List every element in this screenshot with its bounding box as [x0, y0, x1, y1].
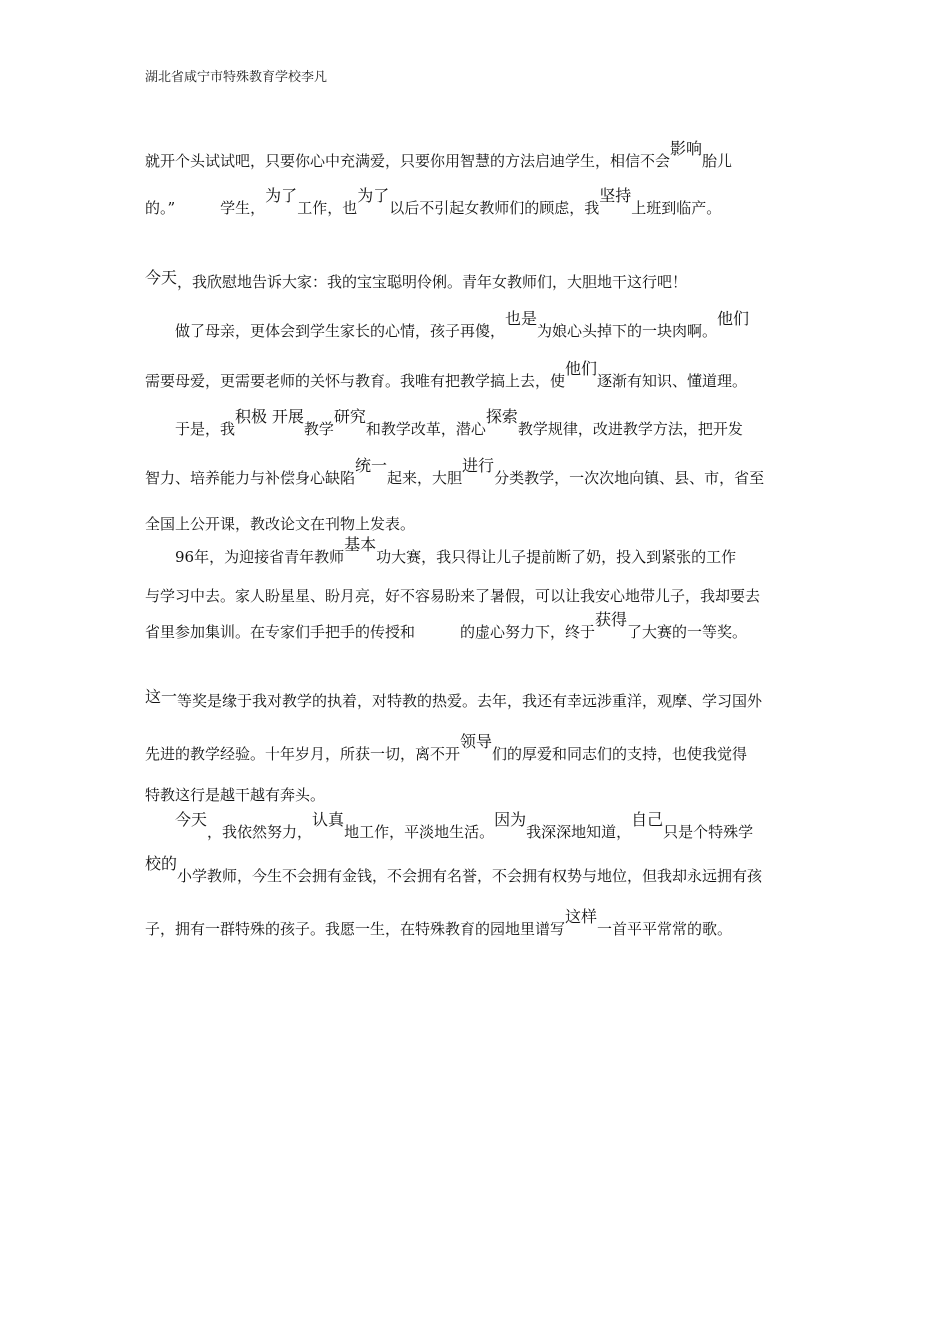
text-run: ，我依然努力， [207, 823, 313, 841]
page-header: 湖北省咸宁市特殊教育学校李凡 [145, 70, 328, 85]
text-run: 上班到临产。 [631, 199, 722, 217]
text-run: 省里参加集训。在专家们手把手的传授和 的虚心努力下，终于 [145, 623, 596, 641]
raised-word: 基本 [344, 535, 377, 554]
raised-word: 认真 [312, 810, 345, 829]
text-run: 以后不引起女教师们的顾虑，我 [389, 199, 600, 217]
text-line [145, 585, 760, 606]
text-run: 工作，也 [297, 199, 358, 217]
text-run: 与学习中去。家人盼星星、盼月亮，好不容易盼来了暑假，可以让我安心地带儿子，我却要去 [145, 587, 761, 605]
text-run: 小学教师，今生不会拥有金钱，不会拥有名誉，不会拥有权势与地位，但我却永远拥有孩 [177, 867, 763, 885]
text-line [145, 610, 748, 642]
raised-word: 坚持 [599, 186, 632, 205]
raised-word: 为了 [357, 186, 390, 205]
text-run: 教学 [303, 420, 334, 438]
raised-word: 领导 [460, 732, 493, 751]
text-run: ，我欣慰地告诉大家：我的宝宝聪明伶俐。青年女教师们，大胆地干这行吧！ [177, 273, 688, 291]
text-line [145, 688, 762, 711]
raised-word: 他们 [565, 359, 598, 378]
text-line [145, 407, 743, 439]
text-run: 胎儿 [702, 152, 733, 170]
text-run: 我深深地知道， [526, 823, 632, 841]
text-run: 逐渐有知识、懂道理。 [597, 372, 748, 390]
text-run: 地工作，平淡地生活。 [344, 823, 495, 841]
text-line [145, 854, 763, 886]
text-run: 起来，大胆 [387, 469, 463, 487]
text-run: 功大赛，我只得让儿子提前断了奶，投入到紧张的工作 [376, 548, 737, 566]
raised-word: 为了 [265, 186, 298, 205]
text-run: 的。” 学生， [145, 199, 266, 217]
text-line [145, 535, 737, 567]
raised-word: 他们 [717, 309, 750, 328]
raised-word: 今天 [175, 810, 208, 829]
text-run: 等奖是缘于我对教学的执着，对特教的热爱。去年，我还有幸远涉重洋，观摩、学习国外 [177, 692, 763, 710]
text-run: 和教学改革，潜心 [365, 420, 486, 438]
text-run: 一首平平常常的歌。 [597, 920, 733, 938]
raised-word: 研究 [333, 407, 366, 426]
text-line [145, 139, 733, 171]
text-line [145, 269, 687, 292]
text-run: 就开个头试试吧，只要你心中充满爱，只要你用智慧的方法启迪学生，相信不会 [145, 152, 671, 170]
raised-word: 校的 [145, 854, 178, 873]
raised-word: 今天 [145, 268, 178, 287]
text-run: 教学规律，改进教学方法，把开发 [517, 420, 743, 438]
text-run: 特教这行是越干越有奔头。 [145, 786, 326, 804]
text-run: 于是，我 [145, 420, 236, 438]
text-line [145, 784, 325, 805]
raised-word: 这一 [145, 687, 178, 706]
raised-word: 自己 [631, 810, 664, 829]
raised-word: 积极 [235, 407, 268, 426]
text-line [145, 359, 748, 391]
text-run: 先进的教学经验。十年岁月，所获一切，离不开 [145, 745, 461, 763]
raised-word: 这样 [565, 907, 598, 926]
text-run: 为娘心头掉下的一块肉啊。 [537, 322, 718, 340]
raised-word: 也是 [505, 309, 538, 328]
text-line [145, 732, 748, 764]
raised-word: 获得 [595, 610, 628, 629]
text-line [145, 456, 765, 488]
text-run: 做了母亲，更体会到学生家长的心情，孩子再傻， [145, 322, 506, 340]
raised-word: 统一 [355, 456, 388, 475]
text-line [145, 513, 415, 534]
text-line [145, 810, 754, 842]
text-run: 分类教学，一次次地向镇、县、市，省至 [494, 469, 765, 487]
raised-word: 开展 [271, 407, 304, 426]
text-run: 智力、培养能力与补偿身心缺陷 [145, 469, 356, 487]
text-line [145, 309, 750, 341]
text-line [145, 907, 733, 939]
raised-word: 影响 [670, 139, 703, 158]
text-run: 只是个特殊学 [663, 823, 754, 841]
raised-word: 探索 [485, 407, 518, 426]
text-run: 需要母爱，更需要老师的关怀与教育。我唯有把教学搞上去，使 [145, 372, 566, 390]
text-run: 96年，为迎接省青年教师 [145, 548, 345, 566]
text-run: 子，拥有一群特殊的孩子。我愿一生，在特殊教育的园地里谱写 [145, 920, 566, 938]
raised-word: 因为 [494, 810, 527, 829]
text-run: 们的厚爱和同志们的支持，也使我觉得 [492, 745, 748, 763]
raised-word: 进行 [462, 456, 495, 475]
text-run: 了大赛的一等奖。 [627, 623, 748, 641]
text-run [145, 823, 175, 841]
text-line [145, 186, 722, 218]
text-run: 全国上公开课，教改论文在刊物上发表。 [145, 515, 416, 533]
